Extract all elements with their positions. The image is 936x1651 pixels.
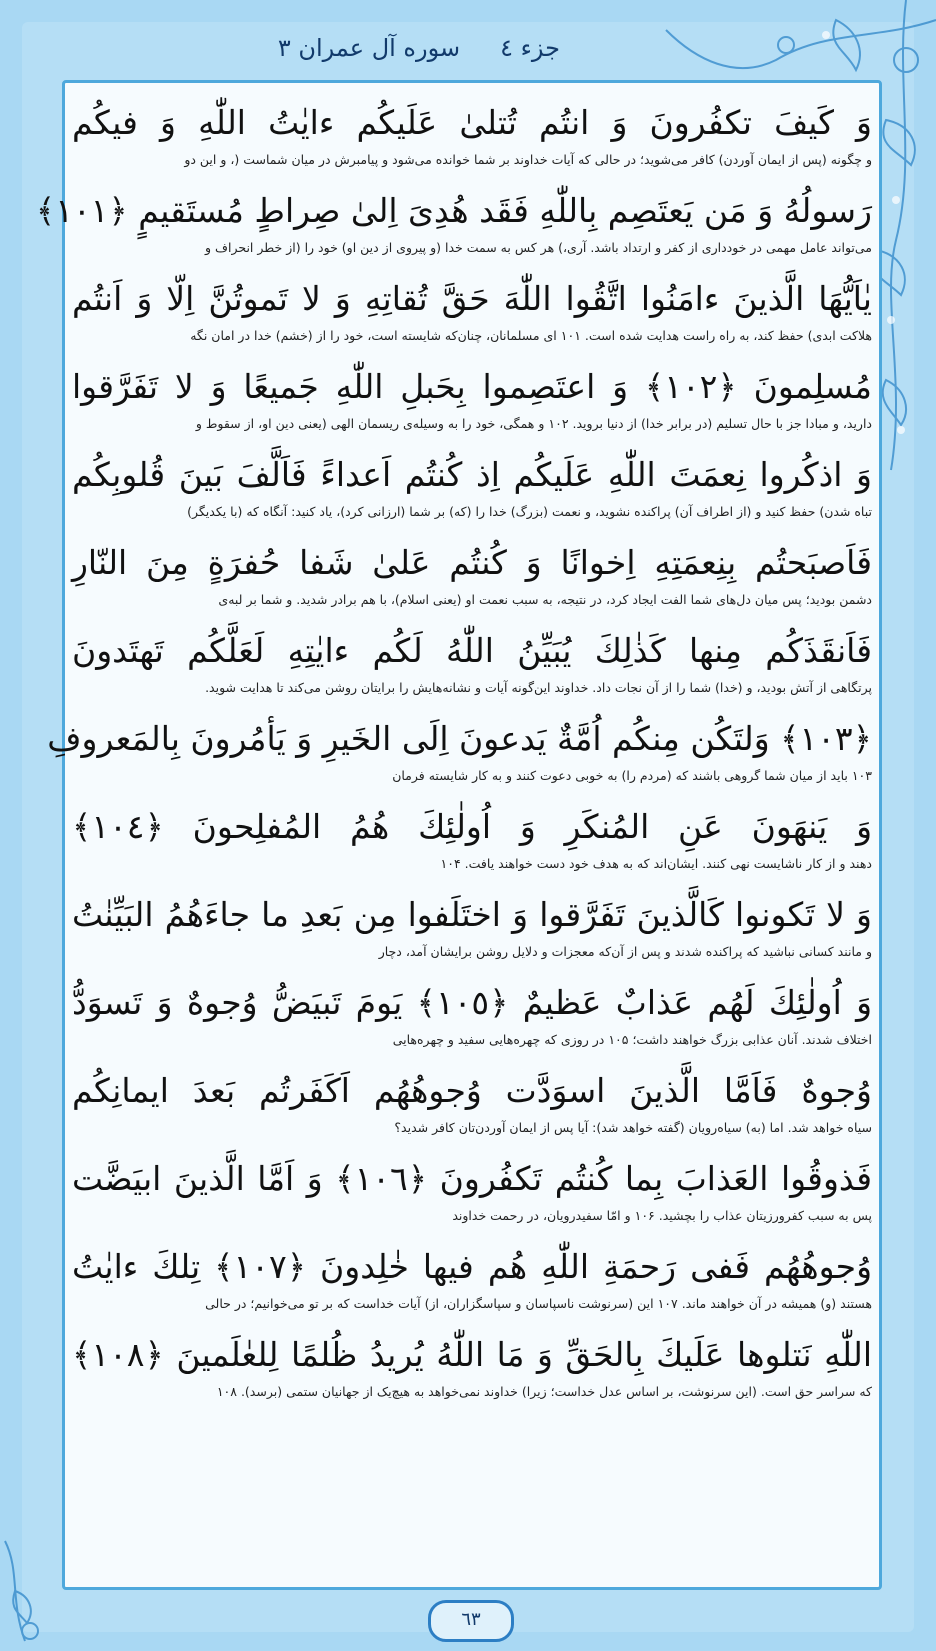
verse-line bbox=[72, 892, 872, 980]
surah-title: سوره آل عمران ٣ bbox=[277, 34, 461, 62]
verse-line bbox=[72, 100, 872, 188]
verse-line bbox=[72, 540, 872, 628]
verse-line bbox=[72, 364, 872, 452]
translation-text: و مانند کسانی نباشید که پراکنده شدند و پس از آن‌که معجزات و دلایل روشن برایشان آمد، دچار bbox=[378, 944, 872, 959]
translation-text: دهند و از کار ناشایست نهی کنند. ایشان‌اند که به هدف خود دست خواهند یافت. ۱۰۴ bbox=[440, 856, 872, 871]
translation-text: و چگونه (پس از ایمان آوردن) کافر می‌شوید؛ در حالی که آیات خداوند بر شما خوانده می‌شود و پیامبرش در میان شماست (، و این دو bbox=[184, 152, 872, 167]
page-header bbox=[140, 28, 560, 68]
ayah-text: مُسلِمونَ ﴿١٠٢﴾ وَ اعتَصِموا بِحَبلِ اللّٰهِ جَميعًا وَ لا تَفَرَّقوا bbox=[72, 367, 872, 406]
ayah-text: وَ يَنهَونَ عَنِ المُنكَرِ وَ اُولٰئِكَ هُمُ المُفلِحونَ ﴿١٠٤﴾ bbox=[72, 807, 872, 846]
translation-text: هستند (و) همیشه در آن خواهند ماند. ۱۰۷ این (سرنوشت ناسپاسان و سپاسگزاران، از) آیات خداست که بر تو می‌خوانیم؛ در حالی bbox=[205, 1296, 872, 1311]
ayah-text: فَاَنقَذَكُم مِنها كَذٰلِكَ يُبَيِّنُ اللّٰهُ لَكُم ءايٰتِهِ لَعَلَّكُم تَهتَدونَ bbox=[72, 631, 872, 670]
ayah-text: وَ اذكُروا نِعمَتَ اللّٰهِ عَلَيكُم اِذ كُنتُم اَعداءً فَاَلَّفَ بَينَ قُلوبِكُم bbox=[72, 455, 872, 494]
ayah-text: يٰاَيُّهَا الَّذينَ ءامَنُوا اتَّقُوا اللّٰهَ حَقَّ تُقاتِهِ وَ لا تَموتُنَّ اِلّا وَ اَنتُم bbox=[72, 279, 872, 318]
ayah-text: وُجوهُهُم فَفى رَحمَةِ اللّٰهِ هُم فيها خٰلِدونَ ﴿١٠٧﴾ تِلكَ ءايٰتُ bbox=[72, 1247, 873, 1286]
verse-line bbox=[72, 1156, 872, 1244]
ayah-text: فَاَصبَحتُم بِنِعمَتِهِ اِخوانًا وَ كُنتُم عَلىٰ شَفا حُفرَةٍ مِنَ النّارِ bbox=[72, 543, 872, 582]
ayah-text: وَ لا تَكونوا كَالَّذينَ تَفَرَّقوا وَ اختَلَفوا مِن بَعدِ ما جاءَهُمُ البَيِّنٰتُ bbox=[72, 895, 872, 934]
verse-line bbox=[72, 1244, 872, 1332]
verse-line bbox=[35, 188, 872, 276]
verse-line bbox=[72, 804, 872, 892]
translation-text: پس به سبب کفرورزیتان عذاب را بچشید. ۱۰۶ و امّا سفیدرویان، در رحمت خداوند bbox=[452, 1208, 872, 1223]
translation-text: سیاه خواهد شد. اما (به) سیاه‌رویان (گفته خواهد شد): آیا پس از ایمان آوردن‌تان کافر شدید؟ bbox=[394, 1120, 872, 1135]
translation-text: که سراسر حق است. (این سرنوشت، بر اساس عدل خداست؛ زیرا) خداوند نمی‌خواهد به هیچ‌یک از جهانیان ستمی (برسد). ۱۰۸ bbox=[216, 1384, 872, 1399]
ayah-text: ﴿١٠٣﴾ وَلتَكُن مِنكُم اُمَّةٌ يَدعونَ اِلَى الخَيرِ وَ يَأمُرونَ بِالمَعروفِ bbox=[47, 719, 872, 758]
translation-text: اختلاف شدند. آنان عذابی بزرگ خواهند داشت؛ ۱۰۵ در روزی که چهره‌هایی سفید و چهره‌هایی bbox=[392, 1032, 872, 1047]
ayah-text: اللّٰهِ نَتلوها عَلَيكَ بِالحَقِّ وَ مَا اللّٰهُ يُريدُ ظُلمًا لِلعٰلَمينَ ﴿١٠٨﴾ bbox=[72, 1335, 872, 1374]
translation-text: پرتگاهی از آتش بودید، و (خدا) شما را از آن نجات داد. خداوند این‌گونه آیات و نشانه‌هایش را برایتان روشن می‌کند تا هدایت شوید. bbox=[205, 680, 872, 695]
translation-text: می‌تواند عامل مهمی در خودداری از کفر و ارتداد باشد. آری،) هر کس به سمت خدا (و پیروی از دین او) خود را (از خطر انحراف و bbox=[205, 240, 872, 255]
ayah-text: وَ كَيفَ تكفُرونَ وَ انتُم تُتلىٰ عَلَيكُم ءايٰتُ اللّٰهِ وَ فيكُم bbox=[72, 103, 872, 142]
verse-line bbox=[72, 1068, 872, 1156]
juz-label: جزء ٤ bbox=[500, 34, 560, 62]
verse-line bbox=[72, 628, 872, 716]
ayah-text: رَسولُهُ وَ مَن يَعتَصِم بِاللّٰهِ فَقَد هُدِىَ اِلىٰ صِراطٍ مُستَقيمٍ ﴿١٠١﴾ bbox=[35, 191, 872, 230]
ayah-text: فَذوقُوا العَذابَ بِما كُنتُم تَكفُرونَ ﴿١٠٦﴾ وَ اَمَّا الَّذينَ ابيَضَّت bbox=[72, 1159, 872, 1198]
translation-text: دشمن بودید؛ پس میان دل‌های شما الفت ایجاد کرد، در نتیجه، به سبب نعمت او (یعنی اسلام)، با هم برادر شدید. و شما بر لبه‌ی bbox=[218, 592, 872, 607]
translation-text: تباه شدن) حفظ کنید و (از اطراف آن) پراکنده نشوید، و نعمت (بزرگ) خدا را (که) بر شما (ارزانی کرد)، یاد کنید: آنگاه که (با یکدیگر) bbox=[187, 504, 872, 519]
translation-text: دارید، و مبادا جز با حال تسلیم (در برابر خدا) از دنیا بروید. ۱۰۲ و همگی، خود را به وسیله‌ی ریسمان الهی (یعنی دین او، از سقوط و bbox=[195, 416, 872, 431]
verse-line bbox=[72, 452, 872, 540]
verse-line bbox=[47, 716, 872, 804]
translation-text: هلاکت ابدی) حفظ کند، به راه راست هدایت شده است. ۱۰۱ ای مسلمانان، چنان‌که شایسته است، خود را از (خشم) خدا در امان نگه bbox=[190, 328, 872, 343]
verse-line bbox=[72, 1332, 872, 1420]
translation-text: ۱۰۳ باید از میان شما گروهی باشند که (مردم را) به خوبی دعوت کنند و به کار شایسته فرمان bbox=[392, 768, 872, 783]
page-number: ٦٣ bbox=[428, 1600, 514, 1642]
ayah-text: وَ اُولٰئِكَ لَهُم عَذابٌ عَظيمٌ ﴿١٠٥﴾ يَومَ تَبيَضُّ وُجوهٌ وَ تَسوَدُّ bbox=[72, 983, 873, 1022]
verse-line bbox=[72, 980, 872, 1068]
verse-line bbox=[72, 276, 872, 364]
ayah-text: وُجوهٌ فَاَمَّا الَّذينَ اسوَدَّت وُجوهُهُم اَكَفَرتُم بَعدَ ايمانِكُم bbox=[72, 1071, 872, 1110]
quran-content bbox=[35, 100, 873, 1420]
